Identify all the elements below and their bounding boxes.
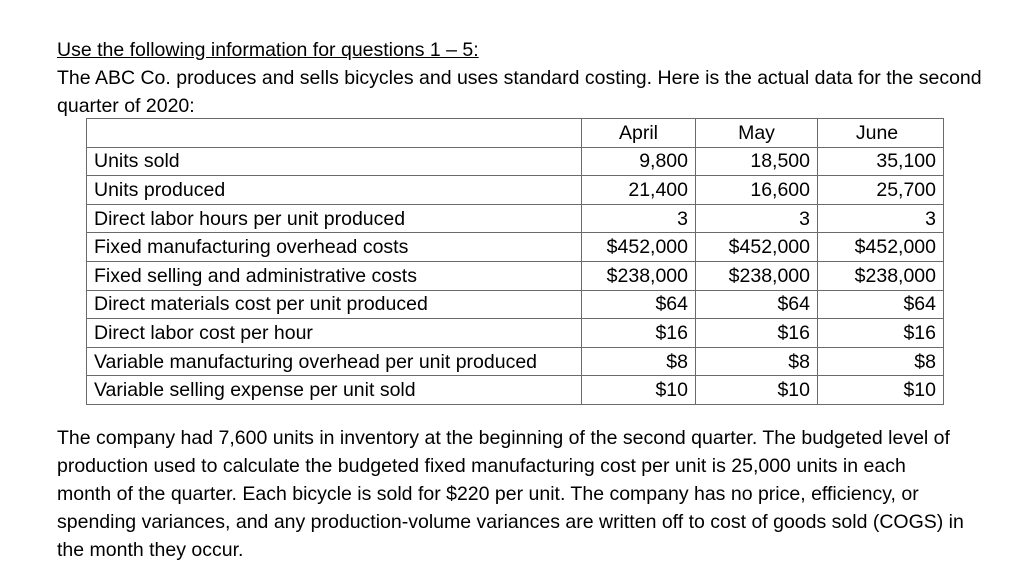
cell-may: $8: [696, 347, 818, 376]
table-row: [87, 290, 944, 319]
note-line: The company had 7,600 units in inventory at the beginning of the second quarter. The budgeted level of: [57, 427, 950, 449]
cell-june: $238,000: [818, 261, 944, 290]
intro-line: The ABC Co. produces and sells bicycles and uses standard costing. Here is the actual data for the second: [57, 67, 982, 89]
cell-april: $64: [582, 290, 696, 319]
cell-may: 3: [696, 204, 818, 233]
cell-may: 16,600: [696, 176, 818, 205]
intro-line: quarter of 2020:: [57, 95, 195, 117]
cell-april: $16: [582, 319, 696, 348]
cell-april: $8: [582, 347, 696, 376]
table-row: [87, 176, 944, 205]
cost-data-table: [86, 118, 944, 405]
note-line: month of the quarter. Each bicycle is sold for $220 per unit. The company has no price, efficiency, or: [57, 483, 919, 505]
row-label: Units produced: [87, 176, 582, 205]
row-label: Direct labor cost per hour: [87, 319, 582, 348]
note-line: production used to calculate the budgeted fixed manufacturing cost per unit is 25,000 units in each: [57, 455, 906, 477]
row-label: Direct labor hours per unit produced: [87, 204, 582, 233]
row-label: Variable selling expense per unit sold: [87, 376, 582, 405]
cell-may: $64: [696, 290, 818, 319]
cell-june: 35,100: [818, 147, 944, 176]
cell-june: 25,700: [818, 176, 944, 205]
table-row: [87, 147, 944, 176]
row-label: Fixed selling and administrative costs: [87, 261, 582, 290]
cell-april: $452,000: [582, 233, 696, 262]
cell-june: $64: [818, 290, 944, 319]
row-label: Units sold: [87, 147, 582, 176]
table-header-row: [87, 119, 944, 148]
row-label: Variable manufacturing overhead per unit produced: [87, 347, 582, 376]
cell-april: $10: [582, 376, 696, 405]
cell-april: 9,800: [582, 147, 696, 176]
cell-april: 3: [582, 204, 696, 233]
cell-april: $238,000: [582, 261, 696, 290]
note-line: the month they occur.: [57, 539, 244, 561]
header-blank-cell: [87, 119, 582, 148]
column-header-may: May: [696, 119, 818, 148]
cell-june: 3: [818, 204, 944, 233]
cell-may: $16: [696, 319, 818, 348]
table-row: [87, 347, 944, 376]
cell-may: $10: [696, 376, 818, 405]
cell-may: $238,000: [696, 261, 818, 290]
cell-june: $8: [818, 347, 944, 376]
row-label: Direct materials cost per unit produced: [87, 290, 582, 319]
cell-june: $16: [818, 319, 944, 348]
heading: Use the following information for questions 1 – 5:: [57, 39, 479, 61]
cell-june: $452,000: [818, 233, 944, 262]
table-row: [87, 261, 944, 290]
table-row: [87, 376, 944, 405]
cell-june: $10: [818, 376, 944, 405]
row-label: Fixed manufacturing overhead costs: [87, 233, 582, 262]
cell-may: $452,000: [696, 233, 818, 262]
inventory-note: [57, 424, 1007, 564]
column-header-april: April: [582, 119, 696, 148]
table-row: [87, 319, 944, 348]
cell-may: 18,500: [696, 147, 818, 176]
table-row: [87, 233, 944, 262]
note-line: spending variances, and any production-volume variances are written off to cost of goods sold (COGS) in: [57, 511, 964, 533]
cell-april: 21,400: [582, 176, 696, 205]
table-row: [87, 204, 944, 233]
column-header-june: June: [818, 119, 944, 148]
